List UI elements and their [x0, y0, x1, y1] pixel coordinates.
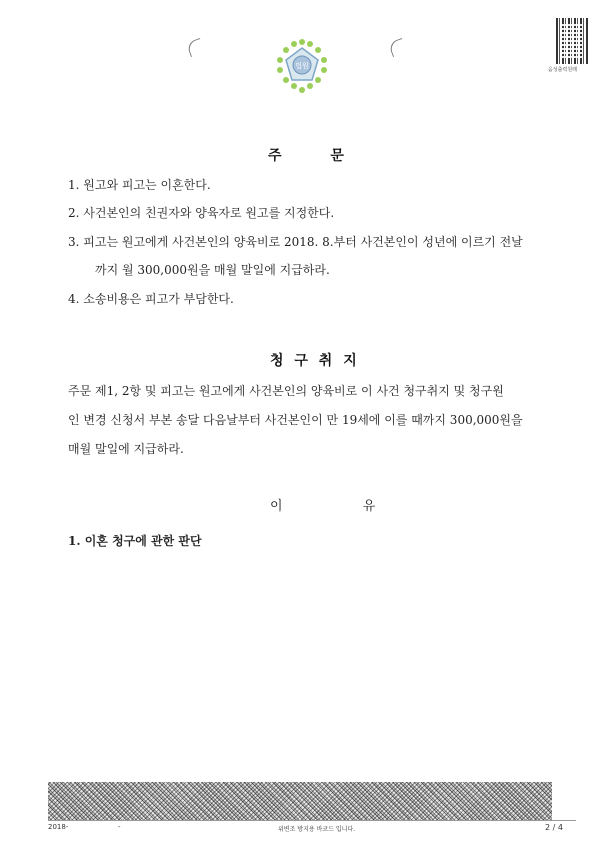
order-item-1: 1. 원고와 피고는 이혼한다. — [68, 178, 211, 192]
footer-divider — [48, 820, 576, 821]
order-heading: 주 문 — [268, 148, 366, 164]
security-barcode-strip — [48, 782, 552, 820]
reason-heading: 이 유 — [270, 499, 414, 514]
footer-notice: 위변조 방지용 바코드 입니다. — [278, 826, 356, 833]
seal-label: 법원 — [295, 62, 309, 70]
footer-page-number: 2 / 4 — [545, 823, 563, 832]
court-seal-icon — [272, 36, 332, 96]
order-item-3-cont: 까지 월 300,000원을 매월 말일에 지급하라. — [95, 263, 330, 277]
order-item-3: 3. 피고는 원고에게 사건본인의 양육비로 2018. 8.부터 사건본인이 성년에 이르기 전날 — [68, 235, 523, 249]
order-item-2: 2. 사건본인의 친권자와 양육자로 원고를 지정한다. — [68, 206, 335, 220]
claim-line-3: 매월 말일에 지급하라. — [68, 442, 184, 456]
footer-dash: - — [118, 823, 121, 831]
reason-subheading: 1. 이혼 청구에 관한 판단 — [68, 534, 202, 548]
barcode-icon — [556, 18, 588, 64]
order-item-4: 4. 소송비용은 피고가 부담한다. — [68, 292, 234, 306]
barcode-caption: 음성출력원래 — [548, 67, 577, 73]
claim-line-1: 주문 제1, 2항 및 피고는 원고에게 사건본인의 양육비로 이 사건 청구취지 및 청구원 — [68, 384, 504, 398]
claim-line-2: 인 변경 신청서 부본 송달 다음날부터 사건본인이 만 19세에 이를 때까지 300,000원을 — [68, 413, 523, 427]
footer-case-number: 2018- — [48, 823, 69, 831]
claim-heading: 청 구 취 지 — [270, 353, 360, 369]
corner-mark-left — [186, 38, 205, 57]
corner-mark-right — [388, 38, 407, 57]
